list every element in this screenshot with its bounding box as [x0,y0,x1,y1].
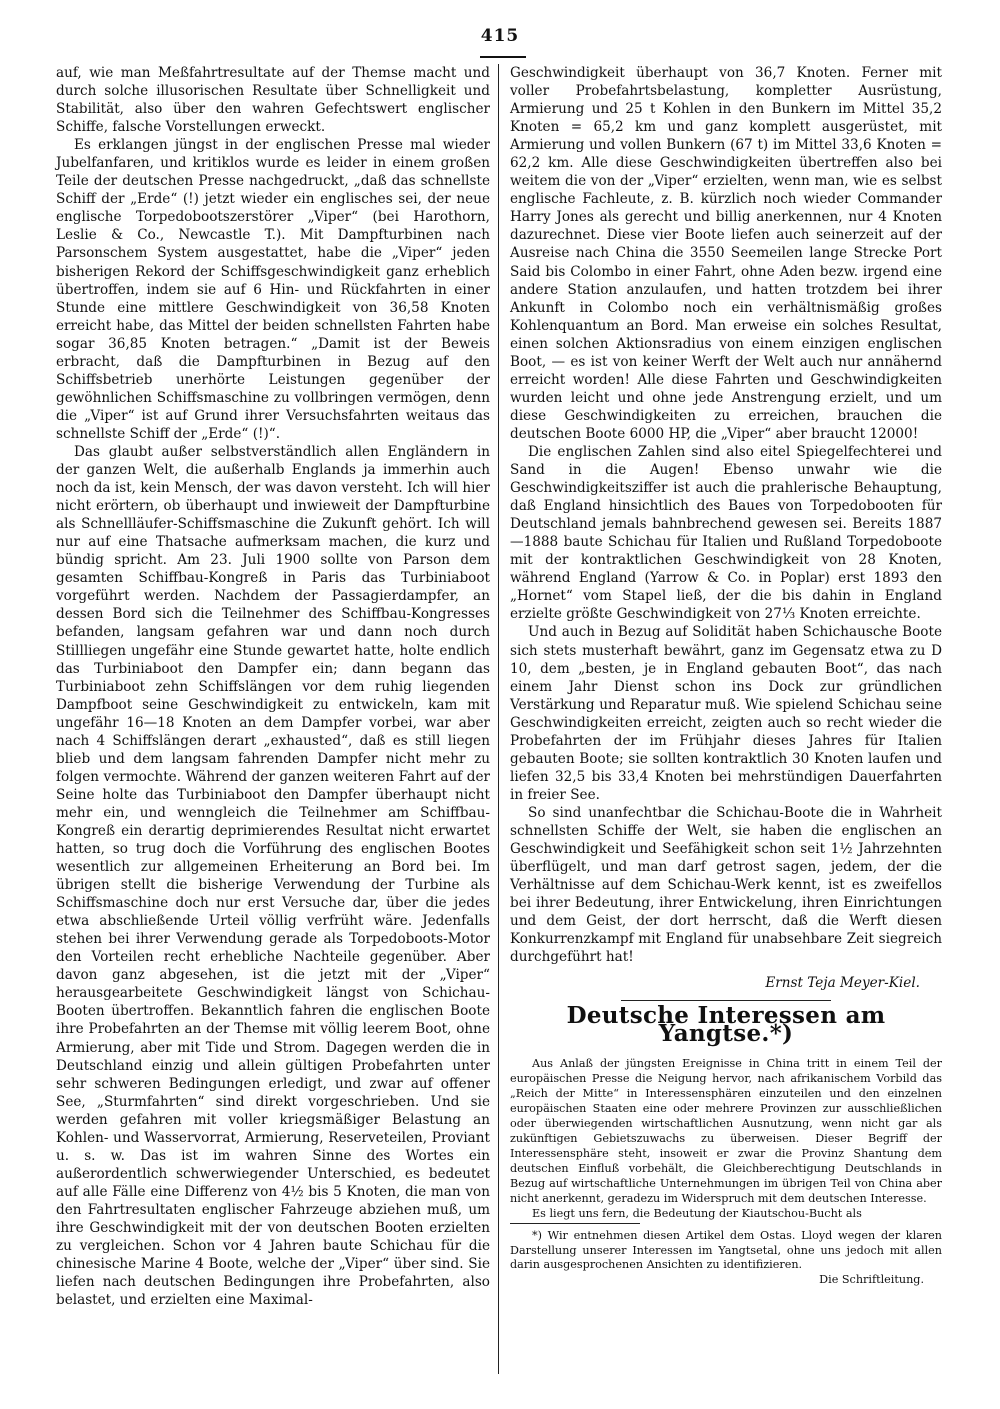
paragraph: Und auch in Bezug auf Solidität haben Schichausche Boote sich stets musterhaft bewährt, ganz im Gegensatz etwa zu D 10, dem „besten, je in England gebauten Boot“, das nach einem Jahr Dienst schon ins Dock zur gründlichen Verstärkung und Reparatur muß. Wie spielend Schichau seine Geschwindigkeiten erreicht, zeigten auch so recht wieder die Probefahrten der im Frühjahr dieses Jahres für Italien gebauten Boote; sie sollten kontraktlich 30 Knoten laufen und liefen 32,5 bis 33,4 Knoten bei mehrstündigen Dauerfahrten in freier See. [510,624,942,803]
paragraph: Es liegt uns fern, die Bedeutung der Kiautschou-Bucht als [532,1206,862,1220]
paragraph: auf, wie man Meßfahrtresultate auf der Themse macht und durch solche illusorischen Resultate über Schnelligkeit und Stabilität, also über den wahren Gefechtswert englischer Schiffe, falsche Vorstellungen erweckt. [56,65,490,136]
column-divider [498,64,499,1374]
footnote-text: *) Wir entnehmen diesen Artikel dem Ostas. Lloyd wegen der klaren Darstellung unserer Interessen im Yangtsetal, ohne uns jedoch mit allen darin ausgesprochenen Ansichten zu identifizieren. [510,1229,942,1272]
paragraph: Das glaubt außer selbstverständlich allen Engländern in der ganzen Welt, die außerhalb Englands ja immerhin auch noch da ist, kein Mensch, der was davon versteht. Ich will hier nicht erörtern, ob überhaupt und inwieweit der Dampfturbine als Schnellläufer-Schiffsmaschine die Zukunft gehört. Ich will nur auf eine Thatsache aufmerksam machen, die kurz und bündig spricht. Am 23. Juli 1900 sollte von Parson dem gesamten Schiffbau-Kongreß in Paris das Turbiniaboot vorgeführt werden. Nachdem der Passagierdampfer, an dessen Bord sich die Teilnehmer des Schiffbau-Kongresses befanden, langsam gefahren war und dann noch durch Stillliegen ungefähr eine Stunde gewartet hatte, holte endlich das Turbiniaboot den Dampfer ein; dann begann das Turbiniaboot zehn Schiffslängen vor dem ruhig liegenden Dampfboot seine Geschwindigkeit zu entwickeln, kam mit ungefähr 16—18 Knoten an dem Dampfer vorbei, war aber nach 4 Schiffslängen derart „exhausted“, daß es still liegen blieb und dem langsam fahrenden Dampfer nicht mehr zu folgen vermochte. Während der ganzen weiteren Fahrt auf der Seine holte das Turbiniaboot den Dampfer überhaupt nicht mehr ein, und wenngleich die Teilnehmer am Schiffbau-Kongreß ein derartig deprimierendes Resultat nicht erwartet hatten, so trug doch die Vorführung des englischen Bootes wesentlich zur allgemeinen Erheiterung an Bord bei. Im übrigen stellt die bisherige Verwendung der Turbine als Schiffsmaschine doch nur erst Versuche dar, über die jedes etwa abschließende Urteil völlig verfrüht wäre. Jedenfalls stehen bei ihrer Verwendung gerade als Torpedoboots-Motor den Vorteilen recht erhebliche Nachteile gegenüber. Aber davon ganz abgesehen, ist die jetzt mit der „Viper“ herausgearbeitete Geschwindigkeit längst von Schichau-Booten übertroffen. Bekanntlich fahren die englischen Boote ihre Probefahrten an der Themse mit völlig leerem Boot, ohne Armierung, aber mit Tide und Strom. Dagegen werden die in Deutschland einzig und allein gültigen Probefahrten unter sehr schweren Bedingungen erledigt, und zwar auf offener See, „Sturmfahrten“ sind direkt vorgeschrieben. Und sie werden gefahren mit voller kriegsmäßiger Belastung an Kohlen- und Wasservorrat, Armierung, Reserveteilen, Proviant u. s. w. Das ist im wahren Sinne des Wortes ein außerordentlich schwerwiegender Unterschied, es bedeutet auf alle Fälle eine Differenz von 4½ bis 5 Knoten, die man von den Fahrtresultaten englischer Fahrzeuge abziehen muß, um ihre Geschwindigkeit mit der von deutschen Booten erzielten zu vergleichen. Schon vor 4 Jahren baute Schichau für die chinesische Marine 4 Boote, welche der „Viper“ über sind. Sie liefen nach deutschen Bedingungen ihre Probefahrten, also belastet, und erzielten eine Maximal- [56,443,490,1309]
header-rule [480,56,526,58]
footnote-credit: Die Schriftleitung. [819,1272,924,1286]
left-column [56,64,490,1309]
author-signature: Ernst Teja Meyer-Kiel. [765,975,920,992]
separator-rule [621,1000,831,1001]
article-body [510,1057,942,1221]
paragraph: Aus Anlaß der jüngsten Ereignisse in China tritt in einem Teil der europäischen Presse die Neigung hervor, nach afrikanischem Vorbild das „Reich der Mitte“ in Interessensphären einzuteilen und den einzelnen europäischen Staaten eine oder mehrere Provinzen zur ausschließlichen oder überwiegenden wirtschaftlichen Ausnutzung, wenn nicht gar als zukünftigen Gebietszuwachs zu überweisen. Dieser Begriff der Interessensphäre steht, insoweit er zwar die Provinz Shantung dem deutschen Einfluß vorbehält, die Gleichberechtigung Deutschlands in Bezug auf wirtschaftliche Unternehmungen im übrigen Teil von China aber nicht anerkennt, geradezu im Widerspruch mit dem deutschen Interesse. [510,1057,942,1205]
footnote [510,1229,942,1287]
paragraph: Geschwindigkeit überhaupt von 36,7 Knoten. Ferner mit voller Probefahrtsbelastung, kompletter Ausrüstung, Armierung und 25 t Kohlen in den Bunkern im Mittel 35,2 Knoten = 65,2 km und ganz komplett ausgerüstet, mit Armierung und vollen Bunkern (67 t) im Mittel 33,6 Knoten = 62,2 km. Alle diese Geschwindigkeiten übertreffen also bei weitem die von der „Viper“ erzielten, wenn man, wie es selbst englische Fachleute, z. B. kürzlich noch wieder Commander Harry Jones als gerecht und billig anerkennen, nur 4 Knoten dazurechnet. Diese vier Boote liefen auch seinerzeit auf der Ausreise nach China die 3550 Seemeilen lange Strecke Port Said bis Colombo in einer Fahrt, ohne Aden bezw. irgend eine andere Station anzulaufen, und hatten trotzdem bei ihrer Ankunft in Colombo noch ein verhältnismäßig großes Kohlenquantum an Bord. Man erweise ein solches Resultat, einen solchen Aktionsradius von einem einzigen englischen Boot, — es ist von keiner Werft der Welt auch nur annähernd erreicht worden! Alle diese Fahrten und Geschwindigkeiten wurden leicht und ohne jede Anstrengung erzielt, und um diese Geschwindigkeiten zu erreichen, brauchen die deutschen Boote 6000 HP, die „Viper“ aber braucht 12000! [510,65,942,442]
right-column [510,64,942,1287]
article-title: Deutsche Interessen am Yangtse.*) [566,1002,886,1048]
paragraph: Die englischen Zahlen sind also eitel Spiegelfechterei und Sand in die Augen! Ebenso unwahr wie die Geschwindigkeitsziffer ist auch die prahlerische Behauptung, daß England hinsichtlich des Baues von Torpedobooten für Deutschland jemals bahnbrechend gewesen sei. Bereits 1887—1888 baute Schichau für Italien und Rußland Torpedoboote mit der kontraktlichen Geschwindigkeit von 28 Knoten, während England (Yarrow & Co. in Poplar) erst 1893 den „Hornet“ vom Stapel ließ, der die bis dahin in England erzielte größte Geschwindigkeit von 27⅓ Knoten erreichte. [510,443,942,623]
page-number: 415 [480,26,520,46]
paragraph: So sind unanfechtbar die Schichau-Boote die in Wahrheit schnellsten Schiffe der Welt, sie haben die englischen an Geschwindigkeit und Seefähigkeit schon seit 1½ Jahrzehnten überflügelt, und man darf getrost sagen, jedem, der die Verhältnisse auf dem Schichau-Werk kennt, ist es zweifellos bei ihrer Bedeutung, ihrer Entwickelung, ihren Einrichtungen und dem Geist, der dort herrscht, daß die Werft diesen Konkurrenzkampf mit England für unabsehbare Zeit siegreich durchgeführt hat! [510,804,942,966]
paragraph: Es erklangen jüngst in der englischen Presse mal wieder Jubelfanfaren, und kritiklos wurde es leider in einem großen Teile der deutschen Presse nachgedruckt, „daß das schnellste Schiff der „Erde“ (!) jetzt wieder ein englisches sei, der neue englische Torpedobootszerstörer „Viper“ (bei Harothorn, Leslie & Co., Newcastle T.). Mit Dampfturbinen nach Parsonschem System ausgestattet, habe die „Viper“ jeden bisherigen Rekord der Schiffsgeschwindigkeit ganz erheblich übertroffen, indem sie auf 6 Hin- und Rückfahrten in einer Stunde eine mittlere Geschwindigkeit von 36,58 Knoten erreicht habe, das Mittel der beiden schnellsten Fahrten habe sogar 36,85 Knoten betragen.“ „Damit ist der Beweis erbracht, daß die Dampfturbinen in Bezug auf den Schiffsbetrieb unerhörte Leistungen gegenüber der gewöhnlichen Schiffsmaschine zu vollbringen vermögen, denn die „Viper“ ist auf Grund ihrer Versuchsfahrten weitaus das schnellste Schiff der „Erde“ (!)“. [56,137,490,442]
footnote-rule [510,1223,640,1224]
